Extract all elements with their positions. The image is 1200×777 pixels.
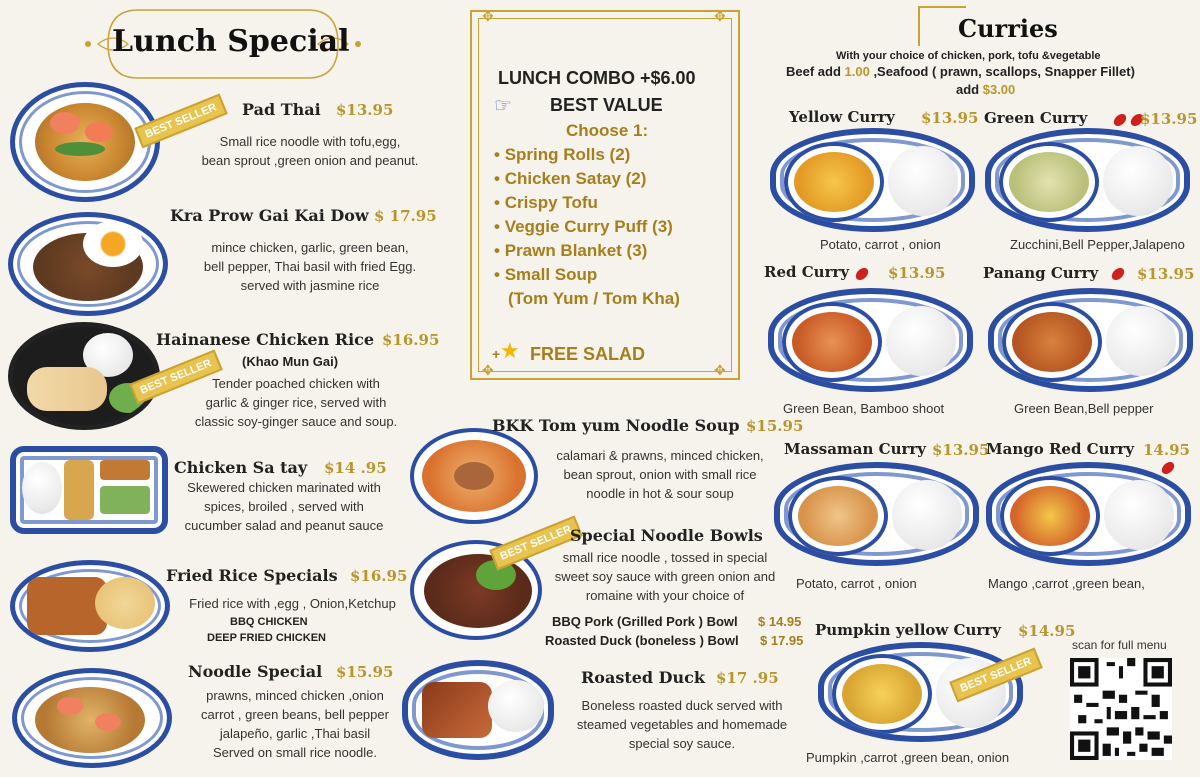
pointing-hand-icon: ☞ bbox=[494, 95, 512, 117]
curries-note: With your choice of chicken, pork, tofu &vegetable bbox=[836, 50, 1101, 62]
corner-ornament-icon: ✥ bbox=[714, 362, 726, 378]
dish-name: Special Noodle Bowls bbox=[570, 526, 763, 545]
kra-prow-image bbox=[8, 212, 168, 316]
curries-note: Beef add 1.00 ,Seafood ( prawn, scallops, Snapper Fillet) bbox=[786, 64, 1135, 79]
noodle-option: BBQ Pork (Grilled Pork ) Bowl bbox=[552, 614, 738, 629]
qr-caption: scan for full menu bbox=[1072, 638, 1167, 652]
chili-icon bbox=[852, 266, 869, 284]
qr-code-icon[interactable] bbox=[1070, 658, 1172, 760]
dish-price: $13.95 bbox=[336, 101, 394, 119]
corner-ornament-icon: ✥ bbox=[482, 8, 494, 24]
panang-curry-image bbox=[988, 288, 1193, 392]
curries-note: add $3.00 bbox=[956, 82, 1016, 97]
curry-name: Red Curry bbox=[764, 263, 850, 281]
curry-price: $13.95 bbox=[932, 441, 990, 459]
dish-price: $17 .95 bbox=[716, 669, 779, 687]
curry-price: $13.95 bbox=[1137, 265, 1195, 283]
dish-desc: calamari & prawns, minced chicken, bean sprout, onion with small rice noodle in hot & sour soup bbox=[556, 448, 764, 501]
curry-caption: Potato, carrot , onion bbox=[820, 237, 941, 252]
curry-caption: Mango ,carrot ,green bean, bbox=[988, 576, 1145, 591]
dish-price: $15.95 bbox=[336, 663, 394, 681]
dish-name: Fried Rice Specials bbox=[166, 566, 338, 585]
plus-sign: + bbox=[492, 346, 501, 362]
dish-price: $16.95 bbox=[382, 331, 440, 349]
dish-desc: small rice noodle , tossed in special sweet soy sauce with green onion and romaine with your choice of bbox=[554, 550, 776, 603]
curry-caption: Green Bean,Bell pepper bbox=[1014, 401, 1154, 416]
red-curry-image bbox=[768, 288, 973, 392]
choose-label: Choose 1: bbox=[566, 121, 649, 140]
list-item: • Spring Rolls (2) bbox=[494, 145, 631, 164]
list-item: • Crispy Tofu bbox=[494, 193, 598, 212]
dish-desc: mince chicken, garlic, green bean, bell pepper, Thai basil with fried Egg. served with jasmine rice bbox=[203, 240, 417, 293]
curries-title: Curries bbox=[958, 14, 1058, 43]
dish-desc: Skewered chicken marinated with spices, broiled , served with cucumber salad and peanut sauce bbox=[184, 480, 384, 533]
curry-price: $13.95 bbox=[888, 264, 946, 282]
curry-name: Yellow Curry bbox=[789, 108, 895, 126]
dish-option: DEEP FRIED CHICKEN bbox=[207, 632, 326, 644]
list-item: • Chicken Satay (2) bbox=[494, 169, 647, 188]
pad-thai-image bbox=[10, 82, 160, 202]
dish-name: Chicken Sa tay bbox=[174, 458, 308, 477]
dish-name: Noodle Special bbox=[188, 662, 323, 681]
dish-desc: Small rice noodle with tofu,egg, bean sprout ,green onion and peanut. bbox=[201, 134, 419, 168]
chili-icon bbox=[1110, 112, 1144, 130]
dish-price: $15.95 bbox=[746, 417, 804, 435]
dish-desc: Boneless roasted duck served with steamed vegetables and homemade special soy sauce. bbox=[576, 698, 788, 751]
dish-price: $16.95 bbox=[350, 567, 408, 585]
curry-name: Massaman Curry bbox=[784, 440, 927, 458]
dish-name: Kra Prow Gai Kai Dow bbox=[170, 206, 369, 225]
dish-name: Hainanese Chicken Rice bbox=[156, 330, 375, 349]
list-item: • Small Soup bbox=[494, 265, 598, 284]
dish-price: $14 .95 bbox=[324, 459, 387, 477]
massaman-curry-image bbox=[774, 462, 979, 566]
noodle-option-price: $ 14.95 bbox=[758, 614, 802, 629]
pumpkin-curry-image bbox=[818, 642, 1023, 742]
best-seller-badge: BEST SELLER bbox=[489, 516, 582, 571]
star-icon: ★ bbox=[500, 338, 520, 363]
curry-price: $13.95 bbox=[921, 109, 979, 127]
dish-desc: Tender poached chicken with garlic & ginger rice, served with classic soy-ginger sauce and soup. bbox=[194, 376, 398, 429]
soup-types: (Tom Yum / Tom Kha) bbox=[508, 289, 680, 308]
noodle-option: Roasted Duck (boneless ) Bowl bbox=[545, 633, 739, 648]
best-seller-badge: BEST SELLER bbox=[949, 648, 1042, 703]
hainanese-chicken-image bbox=[8, 322, 160, 430]
title-frame bbox=[78, 2, 368, 86]
curry-caption: Potato, carrot , onion bbox=[796, 576, 917, 591]
dish-desc: prawns, minced chicken ,onion carrot , green beans, bell pepper jalapeño, garlic ,Thai basil Served on small rice noodle. bbox=[201, 688, 389, 760]
noodle-option-price: $ 17.95 bbox=[760, 633, 804, 648]
dish-option: BBQ CHICKEN bbox=[230, 616, 308, 628]
curry-name: Green Curry bbox=[984, 109, 1088, 127]
chicken-satay-image bbox=[10, 446, 168, 534]
mango-curry-image bbox=[986, 462, 1191, 566]
combo-title: LUNCH COMBO +$6.00 bbox=[498, 68, 696, 88]
curry-name: Pumpkin yellow Curry bbox=[815, 621, 1001, 639]
combo-list bbox=[494, 143, 680, 311]
curry-price: $13.95 bbox=[1140, 110, 1198, 128]
curry-price: $14.95 bbox=[1018, 622, 1076, 640]
dish-name: BKK Tom yum Noodle Soup bbox=[492, 416, 740, 435]
list-item: • Veggie Curry Puff (3) bbox=[494, 217, 673, 236]
best-seller-badge: BEST SELLER bbox=[134, 94, 227, 149]
curry-caption: Green Bean, Bamboo shoot bbox=[783, 401, 945, 416]
roasted-duck-image bbox=[402, 660, 554, 760]
dish-price: $ 17.95 bbox=[374, 207, 437, 225]
fried-rice-image bbox=[10, 560, 170, 652]
page-title: Lunch Special bbox=[112, 24, 350, 59]
free-salad-label: FREE SALAD bbox=[530, 344, 646, 364]
dish-name: Roasted Duck bbox=[581, 668, 706, 687]
chili-icon bbox=[1108, 266, 1125, 284]
list-item: • Prawn Blanket (3) bbox=[494, 241, 648, 260]
yellow-curry-image bbox=[770, 128, 975, 232]
tom-yum-noodle-image bbox=[410, 428, 538, 524]
corner-ornament-icon: ✥ bbox=[714, 8, 726, 24]
dish-name: Pad Thai bbox=[242, 100, 321, 119]
curry-caption: Zucchini,Bell Pepper,Jalapeno bbox=[1010, 237, 1185, 252]
noodle-special-image bbox=[12, 668, 172, 768]
green-curry-image bbox=[985, 128, 1190, 232]
curry-price: 14.95 bbox=[1143, 441, 1190, 459]
curry-name: Panang Curry bbox=[983, 264, 1099, 282]
curry-caption: Pumpkin ,carrot ,green bean, onion bbox=[806, 750, 1010, 765]
best-value-label: BEST VALUE bbox=[550, 95, 663, 115]
corner-ornament-icon: ✥ bbox=[482, 362, 494, 378]
dish-desc: Fried rice with ,egg , Onion,Ketchup bbox=[189, 596, 396, 611]
best-seller-badge: BEST SELLER bbox=[129, 350, 222, 405]
curry-name: Mango Red Curry bbox=[986, 440, 1135, 458]
dish-subtitle: (Khao Mun Gai) bbox=[242, 354, 339, 369]
